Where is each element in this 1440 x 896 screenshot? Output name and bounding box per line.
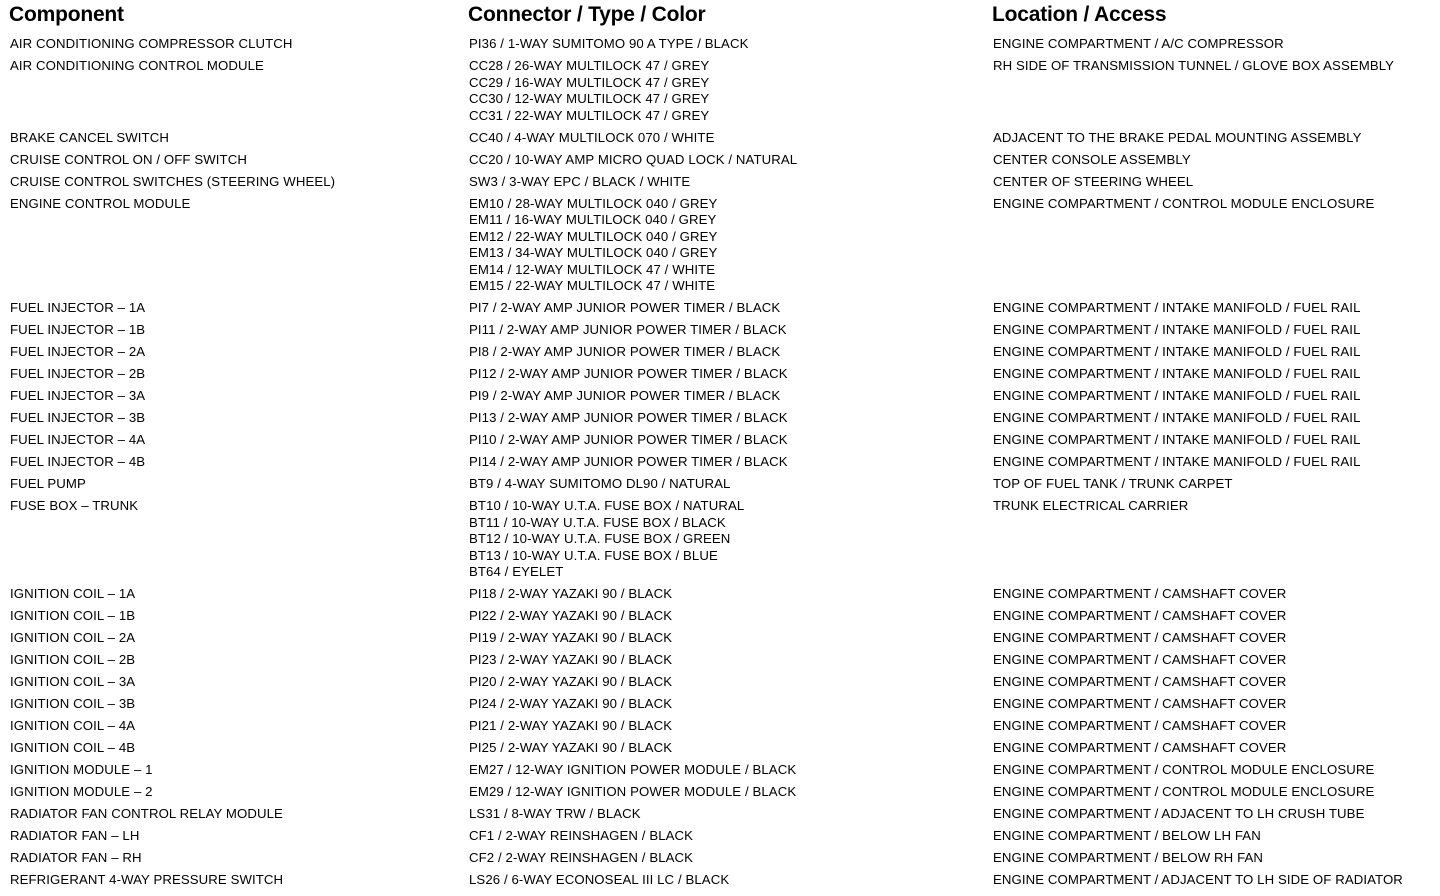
component-name: FUEL INJECTOR – 4B: [10, 454, 146, 469]
connector-line: BT9 / 4-WAY SUMITOMO DL90 / NATURAL: [469, 476, 731, 491]
location-access: ENGINE COMPARTMENT / CAMSHAFT COVER: [993, 608, 1287, 623]
connector-list: [469, 410, 788, 427]
connector-line: CC31 / 22-WAY MULTILOCK 47 / GREY: [469, 107, 710, 123]
table-row: [0, 322, 1440, 344]
connector-list: [469, 784, 796, 801]
table-row: [0, 498, 1440, 586]
header-location: Location / Access: [992, 3, 1167, 26]
location-access: ADJACENT TO THE BRAKE PEDAL MOUNTING ASSEMBLY: [993, 129, 1362, 145]
connector-list: [469, 674, 672, 691]
table-row: [0, 300, 1440, 322]
connector-line: PI11 / 2-WAY AMP JUNIOR POWER TIMER / BLACK: [469, 322, 787, 337]
location-access: ENGINE COMPARTMENT / CAMSHAFT COVER: [993, 630, 1287, 645]
connector-line: PI25 / 2-WAY YAZAKI 90 / BLACK: [469, 740, 673, 755]
connector-line: EM29 / 12-WAY IGNITION POWER MODULE / BLACK: [469, 784, 797, 799]
table-row: [0, 476, 1440, 498]
component-name: ENGINE CONTROL MODULE: [10, 195, 191, 211]
connector-list: [469, 174, 690, 191]
connector-line: EM12 / 22-WAY MULTILOCK 040 / GREY: [469, 228, 718, 244]
location-access: ENGINE COMPARTMENT / INTAKE MANIFOLD / FUEL RAIL: [993, 322, 1361, 337]
table-row: [0, 630, 1440, 652]
connector-list: [469, 630, 672, 647]
location-access: ENGINE COMPARTMENT / CONTROL MODULE ENCLOSURE: [993, 784, 1375, 799]
location-access: ENGINE COMPARTMENT / A/C COMPRESSOR: [993, 36, 1284, 51]
component-name: CRUISE CONTROL ON / OFF SWITCH: [10, 151, 247, 167]
connector-line: CC40 / 4-WAY MULTILOCK 070 / WHITE: [469, 129, 715, 145]
table-row: [0, 784, 1440, 806]
table-row: [0, 608, 1440, 630]
connector-list: [469, 652, 672, 669]
connector-line: CF2 / 2-WAY REINSHAGEN / BLACK: [469, 850, 694, 865]
connector-list: [469, 58, 709, 124]
connector-list: [469, 344, 780, 361]
connector-line: PI36 / 1-WAY SUMITOMO 90 A TYPE / BLACK: [469, 36, 749, 51]
component-name: AIR CONDITIONING CONTROL MODULE: [10, 58, 264, 73]
connector-list: [469, 130, 714, 147]
table-row: [0, 432, 1440, 454]
location-access: TRUNK ELECTRICAL CARRIER: [993, 498, 1189, 513]
connector-line: EM13 / 34-WAY MULTILOCK 040 / GREY: [469, 245, 718, 260]
connector-line: PI19 / 2-WAY YAZAKI 90 / BLACK: [469, 630, 673, 645]
component-name: IGNITION COIL – 2B: [10, 652, 136, 667]
location-access: ENGINE COMPARTMENT / BELOW RH FAN: [993, 850, 1264, 865]
connector-line: PI23 / 2-WAY YAZAKI 90 / BLACK: [469, 652, 673, 667]
location-access: ENGINE COMPARTMENT / CAMSHAFT COVER: [993, 696, 1287, 711]
table-row: [0, 196, 1440, 301]
connector-line: EM15 / 22-WAY MULTILOCK 47 / WHITE: [469, 278, 716, 293]
component-name: FUEL INJECTOR – 3A: [10, 388, 146, 403]
location-access: RH SIDE OF TRANSMISSION TUNNEL / GLOVE BOX ASSEMBLY: [993, 58, 1395, 73]
connector-list: [469, 366, 788, 383]
component-name: FUEL INJECTOR – 4A: [10, 432, 146, 447]
table-row: [0, 130, 1440, 152]
component-name: CRUISE CONTROL SWITCHES (STEERING WHEEL): [10, 173, 336, 189]
table-row: [0, 674, 1440, 696]
table-row: [0, 58, 1440, 130]
header-connector: Connector / Type / Color: [468, 3, 706, 26]
table-row: [0, 740, 1440, 762]
component-name: IGNITION COIL – 2A: [10, 630, 136, 645]
connector-line: PI21 / 2-WAY YAZAKI 90 / BLACK: [469, 718, 673, 733]
connector-line: PI13 / 2-WAY AMP JUNIOR POWER TIMER / BLACK: [469, 410, 788, 425]
connector-list: [469, 432, 788, 449]
component-name: FUEL INJECTOR – 2B: [10, 366, 146, 381]
component-name: IGNITION MODULE – 2: [10, 784, 153, 799]
connector-line: BT10 / 10-WAY U.T.A. FUSE BOX / NATURAL: [469, 498, 745, 513]
component-name: IGNITION COIL – 3B: [10, 696, 136, 711]
table-row: [0, 152, 1440, 174]
location-access: ENGINE COMPARTMENT / INTAKE MANIFOLD / FUEL RAIL: [993, 432, 1361, 447]
connector-list: [469, 850, 693, 867]
connector-line: EM14 / 12-WAY MULTILOCK 47 / WHITE: [469, 261, 716, 277]
table-row: [0, 586, 1440, 608]
location-access: CENTER CONSOLE ASSEMBLY: [993, 151, 1191, 167]
component-name: IGNITION COIL – 1B: [10, 608, 136, 623]
location-access: ENGINE COMPARTMENT / CONTROL MODULE ENCLOSURE: [993, 762, 1375, 777]
connector-list: [469, 872, 729, 889]
table-row: [0, 36, 1440, 58]
location-access: ENGINE COMPARTMENT / INTAKE MANIFOLD / FUEL RAIL: [993, 300, 1361, 315]
connector-list: [469, 696, 672, 713]
connector-line: EM11 / 16-WAY MULTILOCK 040 / GREY: [469, 212, 717, 227]
component-name: FUEL INJECTOR – 3B: [10, 410, 146, 425]
connector-list: [469, 388, 780, 405]
component-name: RADIATOR FAN – LH: [10, 828, 140, 843]
connector-line: BT13 / 10-WAY U.T.A. FUSE BOX / BLUE: [469, 547, 718, 563]
connector-line: SW3 / 3-WAY EPC / BLACK / WHITE: [469, 173, 691, 189]
component-name: IGNITION COIL – 3A: [10, 674, 136, 689]
connector-list: [469, 454, 788, 471]
connector-line: PI18 / 2-WAY YAZAKI 90 / BLACK: [469, 586, 673, 601]
location-access: ENGINE COMPARTMENT / INTAKE MANIFOLD / FUEL RAIL: [993, 344, 1361, 359]
component-name: RADIATOR FAN CONTROL RELAY MODULE: [10, 806, 283, 821]
component-name: FUSE BOX – TRUNK: [10, 498, 139, 513]
connector-list: [469, 806, 641, 823]
connector-list: [469, 476, 730, 493]
location-access: TOP OF FUEL TANK / TRUNK CARPET: [993, 476, 1233, 491]
connector-line: PI22 / 2-WAY YAZAKI 90 / BLACK: [469, 608, 673, 623]
connector-line: PI24 / 2-WAY YAZAKI 90 / BLACK: [469, 696, 673, 711]
location-access: CENTER OF STEERING WHEEL: [993, 173, 1194, 189]
connector-list: [469, 762, 796, 779]
connector-list: [469, 608, 672, 625]
location-access: ENGINE COMPARTMENT / ADJACENT TO LH SIDE OF RADIATOR: [993, 872, 1403, 887]
table-row: [0, 828, 1440, 850]
component-name: RADIATOR FAN – RH: [10, 850, 142, 865]
connector-line: LS31 / 8-WAY TRW / BLACK: [469, 806, 641, 821]
location-access: ENGINE COMPARTMENT / BELOW LH FAN: [993, 828, 1261, 843]
header-component: Component: [9, 3, 124, 26]
location-access: ENGINE COMPARTMENT / CAMSHAFT COVER: [993, 674, 1287, 689]
connector-list: [469, 36, 748, 53]
connector-line: BT12 / 10-WAY U.T.A. FUSE BOX / GREEN: [469, 531, 731, 546]
table-row: [0, 410, 1440, 432]
connector-list: [469, 322, 787, 339]
location-access: ENGINE COMPARTMENT / CAMSHAFT COVER: [993, 740, 1287, 755]
connector-list: [469, 740, 672, 757]
table-row: [0, 652, 1440, 674]
location-access: ENGINE COMPARTMENT / INTAKE MANIFOLD / FUEL RAIL: [993, 454, 1361, 469]
connector-line: PI7 / 2-WAY AMP JUNIOR POWER TIMER / BLACK: [469, 300, 781, 315]
connector-list: [469, 586, 672, 603]
table-row: [0, 718, 1440, 740]
location-access: ENGINE COMPARTMENT / CAMSHAFT COVER: [993, 718, 1287, 733]
component-name: AIR CONDITIONING COMPRESSOR CLUTCH: [10, 36, 293, 51]
table-row: [0, 388, 1440, 410]
component-name: IGNITION COIL – 4A: [10, 718, 136, 733]
location-access: ENGINE COMPARTMENT / INTAKE MANIFOLD / FUEL RAIL: [993, 388, 1361, 403]
connector-list: [469, 718, 672, 735]
component-name: FUEL INJECTOR – 1B: [10, 322, 146, 337]
table-row: [0, 872, 1440, 894]
table-row: [0, 696, 1440, 718]
component-name: BRAKE CANCEL SWITCH: [10, 129, 169, 145]
connector-line: CF1 / 2-WAY REINSHAGEN / BLACK: [469, 828, 694, 843]
connector-line: CC28 / 26-WAY MULTILOCK 47 / GREY: [469, 58, 710, 73]
component-name: IGNITION MODULE – 1: [10, 762, 153, 777]
connector-line: EM27 / 12-WAY IGNITION POWER MODULE / BLACK: [469, 762, 797, 777]
connector-line: PI20 / 2-WAY YAZAKI 90 / BLACK: [469, 674, 673, 689]
location-access: ENGINE COMPARTMENT / CAMSHAFT COVER: [993, 586, 1287, 601]
component-name: FUEL PUMP: [10, 476, 86, 491]
connector-line: EM10 / 28-WAY MULTILOCK 040 / GREY: [469, 195, 718, 211]
connector-list: [469, 152, 797, 169]
table-row: [0, 366, 1440, 388]
component-name: FUEL INJECTOR – 2A: [10, 344, 146, 359]
connector-line: CC30 / 12-WAY MULTILOCK 47 / GREY: [469, 91, 710, 106]
connector-line: CC29 / 16-WAY MULTILOCK 47 / GREY: [469, 74, 710, 90]
component-name: IGNITION COIL – 1A: [10, 586, 136, 601]
connector-list: [469, 300, 780, 317]
table-row: [0, 454, 1440, 476]
component-name: IGNITION COIL – 4B: [10, 740, 136, 755]
connector-list: [469, 828, 693, 845]
table-row: [0, 762, 1440, 784]
connector-line: BT11 / 10-WAY U.T.A. FUSE BOX / BLACK: [469, 514, 726, 530]
location-access: ENGINE COMPARTMENT / INTAKE MANIFOLD / FUEL RAIL: [993, 366, 1361, 381]
location-access: ENGINE COMPARTMENT / CONTROL MODULE ENCLOSURE: [993, 195, 1375, 211]
connector-line: PI12 / 2-WAY AMP JUNIOR POWER TIMER / BLACK: [469, 366, 788, 381]
connector-list: [469, 498, 744, 581]
connector-line: PI8 / 2-WAY AMP JUNIOR POWER TIMER / BLACK: [469, 344, 781, 359]
connector-line: LS26 / 6-WAY ECONOSEAL III LC / BLACK: [469, 872, 730, 887]
connector-list: [469, 196, 717, 295]
location-access: ENGINE COMPARTMENT / INTAKE MANIFOLD / FUEL RAIL: [993, 410, 1361, 425]
location-access: ENGINE COMPARTMENT / CAMSHAFT COVER: [993, 652, 1287, 667]
connector-line: PI9 / 2-WAY AMP JUNIOR POWER TIMER / BLACK: [469, 388, 781, 403]
connector-line: BT64 / EYELET: [469, 564, 564, 579]
table-row: [0, 806, 1440, 828]
component-name: FUEL INJECTOR – 1A: [10, 300, 146, 315]
table-row: [0, 344, 1440, 366]
table-row: [0, 850, 1440, 872]
component-name: REFRIGERANT 4-WAY PRESSURE SWITCH: [10, 872, 284, 887]
location-access: ENGINE COMPARTMENT / ADJACENT TO LH CRUSH TUBE: [993, 806, 1365, 821]
connector-line: PI10 / 2-WAY AMP JUNIOR POWER TIMER / BLACK: [469, 432, 788, 447]
connector-line: PI14 / 2-WAY AMP JUNIOR POWER TIMER / BLACK: [469, 454, 788, 469]
table-row: [0, 174, 1440, 196]
connector-line: CC20 / 10-WAY AMP MICRO QUAD LOCK / NATURAL: [469, 151, 798, 167]
